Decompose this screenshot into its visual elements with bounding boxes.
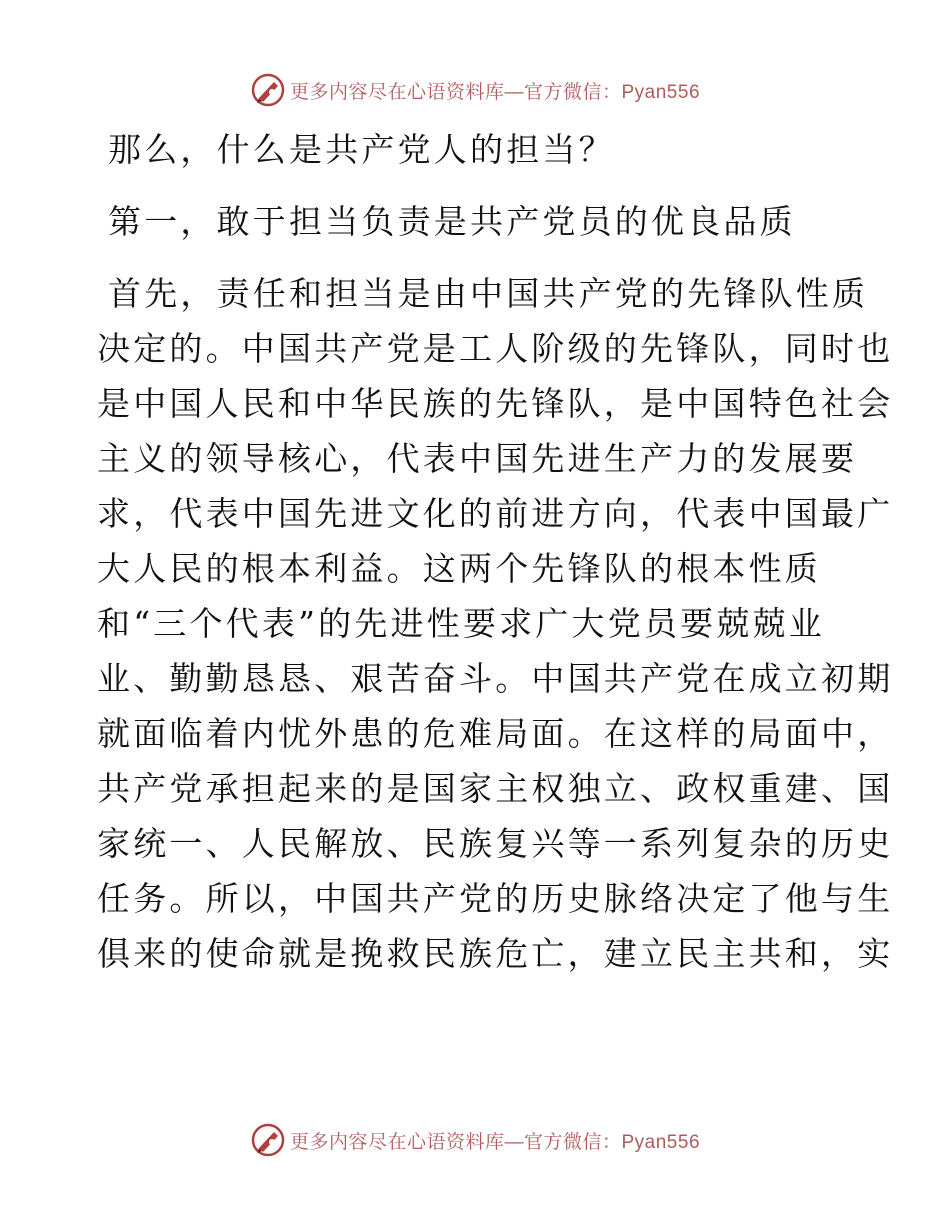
paragraph-line: 任务。所以，中国共产党的历史脉络决定了他与生 bbox=[97, 879, 894, 918]
pen-logo-icon bbox=[250, 1122, 286, 1158]
paragraph-line: 主义的领导核心，代表中国先进生产力的发展要 bbox=[97, 439, 858, 478]
header-wechat-text: —官方微信：Pyan556 bbox=[504, 81, 701, 103]
section-title: 第一，敢于担当负责是共产党员的优良品质 bbox=[108, 202, 796, 241]
paragraph-line: 家统一、人民解放、民族复兴等一系列复杂的历史 bbox=[97, 824, 894, 863]
footer-wechat-text: —官方微信：Pyan556 bbox=[504, 1131, 701, 1153]
paragraph-line: 和“三个代表”的先进性要求广大党员要兢兢业 bbox=[97, 604, 825, 643]
paragraph-line: 首先，责任和担当是由中国共产党的先锋队性质 bbox=[108, 274, 869, 313]
header-banner bbox=[0, 70, 950, 110]
paragraph-line: 是中国人民和中华民族的先锋队，是中国特色社会 bbox=[97, 384, 894, 423]
paragraph bbox=[97, 266, 894, 981]
paragraph-line: 决定的。中国共产党是工人阶级的先锋队，同时也 bbox=[97, 329, 894, 368]
question-heading: 那么，什么是共产党人的担当？ bbox=[108, 130, 615, 169]
paragraph-line: 业、勤勤恳恳、艰苦奋斗。中国共产党在成立初期 bbox=[97, 659, 894, 698]
paragraph-line: 大人民的根本利益。这两个先锋队的根本性质 bbox=[97, 549, 821, 588]
paragraph-line: 共产党承担起来的是国家主权独立、政权重建、国 bbox=[97, 769, 894, 808]
footer-banner bbox=[0, 1120, 950, 1160]
paragraph-line: 求，代表中国先进文化的前进方向，代表中国最广 bbox=[97, 494, 894, 533]
footer-library-text: 更多内容尽在心语资料库 bbox=[289, 1130, 505, 1153]
paragraph-line: 俱来的使命就是挽救民族危亡，建立民主共和，实 bbox=[97, 934, 894, 973]
header-library-text: 更多内容尽在心语资料库 bbox=[289, 80, 505, 103]
paragraph-line: 就面临着内忧外患的危难局面。在这样的局面中， bbox=[97, 714, 894, 753]
document-body bbox=[97, 122, 894, 981]
pen-logo-icon bbox=[250, 72, 286, 108]
